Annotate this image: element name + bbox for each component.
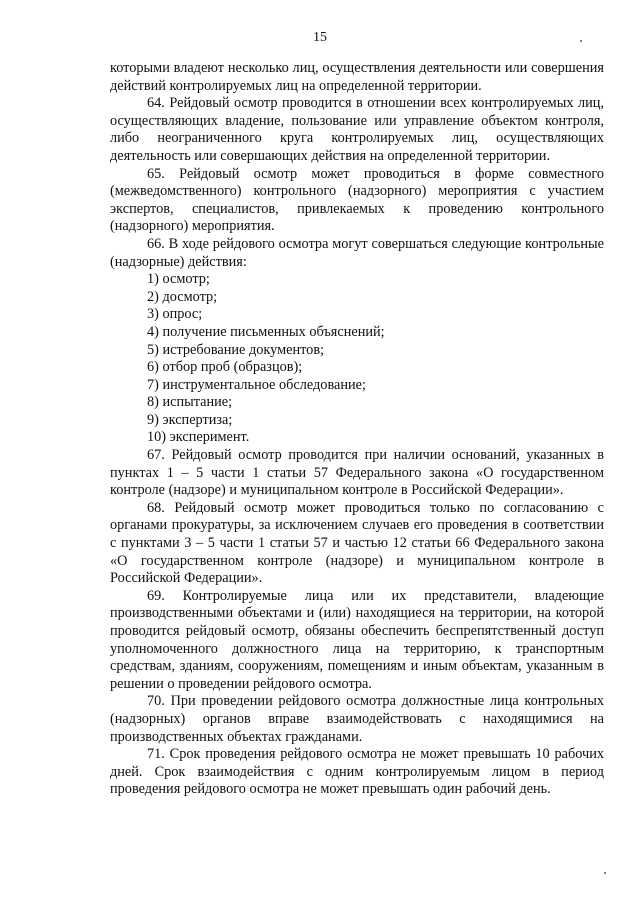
list-item: 4) получение письменных объяснений; xyxy=(147,323,385,340)
list-item: 10) эксперимент. xyxy=(147,429,250,446)
control-actions-list xyxy=(110,271,604,447)
list-item: 8) испытание; xyxy=(147,394,233,411)
paragraph-70: 70. При проведении рейдового осмотра должностные лица контрольных (надзорных) органов вправе взаимодействовать с находящимися на производственных объектах гражданами. xyxy=(110,693,604,745)
paragraph-66: 66. В ходе рейдового осмотра могут совершаться следующие контрольные (надзорные) действия: xyxy=(110,235,604,270)
paragraph-67: 67. Рейдовый осмотр проводится при наличии оснований, указанных в пунктах 1 – 5 части 1 статьи 57 Федерального закона «О государственном контроле (надзоре) и муниципальном контроле в Российской Федерации». xyxy=(110,447,604,499)
list-item: 6) отбор проб (образцов); xyxy=(147,359,303,376)
list-item: 2) досмотр; xyxy=(147,288,218,305)
scan-speck xyxy=(580,40,582,42)
page-number: 15 xyxy=(313,30,327,45)
list-item: 3) опрос; xyxy=(147,306,203,323)
scan-speck xyxy=(604,872,606,874)
paragraph-68: 68. Рейдовый осмотр может проводиться только по согласованию с органами прокуратуры, за исключением случаев его проведения в соответствии с пунктами 3 – 5 части 1 статьи 57 и частью 12 статьи 66 Федерального закона «О государственном контроле (надзоре) и муниципальном контроле в Российской Федерации». xyxy=(110,499,604,587)
document-body xyxy=(110,60,604,799)
list-item: 1) осмотр; xyxy=(147,271,210,288)
paragraph-71: 71. Срок проведения рейдового осмотра не может превышать 10 рабочих дней. Срок взаимодействия с одним контролируемым лицом в период проведения рейдового осмотра не может превышать один рабочий день. xyxy=(110,746,604,798)
paragraph-65: 65. Рейдовый осмотр может проводиться в форме совместного (межведомственного) контрольного (надзорного) мероприятия с участием экспертов, специалистов, привлекаемых к проведению контрольного (надзорного) мероприятия. xyxy=(110,165,604,235)
list-item: 9) экспертиза; xyxy=(147,411,233,428)
paragraph-69: 69. Контролируемые лица или их представители, владеющие производственными объектами и (или) находящиеся на территории, на которой проводится рейдовый осмотр, обязаны обеспечить беспрепятственный доступ уполномоченного должностного лица на территорию, к транспортным средствам, зданиям, сооружениям, помещениям и иным объектам, указанным в решении о проведении рейдового осмотра. xyxy=(110,587,604,692)
paragraph-continuation: которыми владеют несколько лиц, осуществления деятельности или совершения действий контролируемых лиц на определенной территории. xyxy=(110,60,604,94)
list-item: 5) истребование документов; xyxy=(147,341,325,358)
paragraph-64: 64. Рейдовый осмотр проводится в отношении всех контролируемых лиц, осуществляющих владение, пользование или управление объектом контроля, либо неограниченного круга контролируемых лиц, осуществляющих деятельность или совершающих действия на определенной территории. xyxy=(110,95,604,164)
list-item: 7) инструментальное обследование; xyxy=(147,376,366,393)
